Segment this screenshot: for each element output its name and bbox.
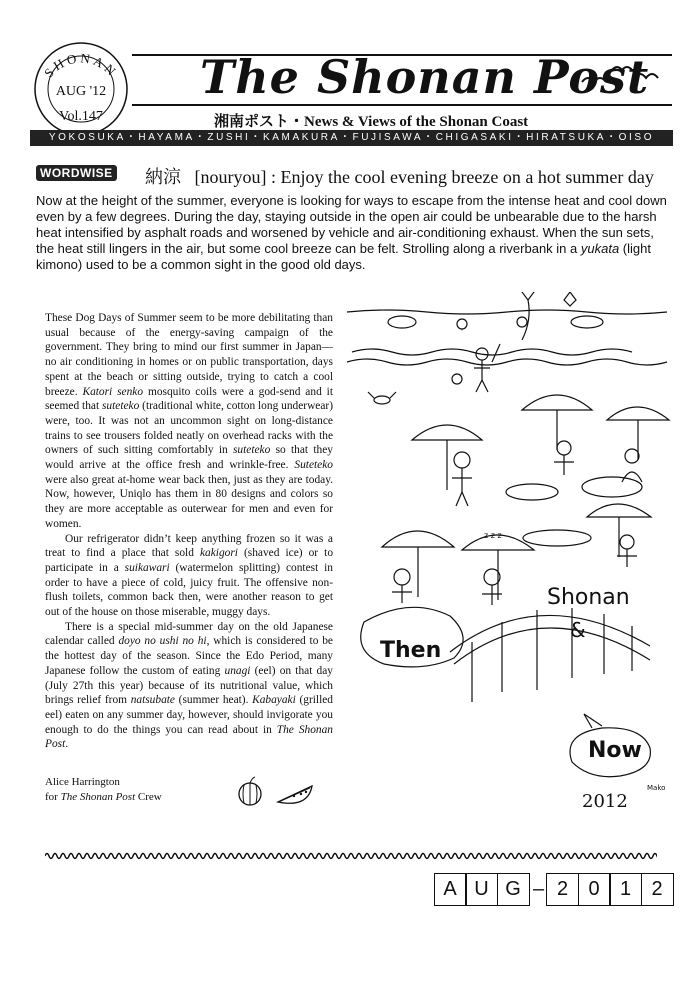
birds-icon (572, 60, 672, 100)
artist-signature: Mako (647, 784, 666, 792)
date-separator: – (532, 877, 545, 900)
svg-text:SHONAN (41, 50, 121, 80)
then-label: Then (380, 638, 442, 663)
wavy-divider (45, 850, 657, 862)
intro-paragraph: Now at the height of the summer, everyone is looking for ways to escape from the intense heat and cool down even by a few degrees. During the day, staying outside in the open air could be unbearable due to the harsh heat intensified by asphalt roads and worsened by vehicle and air-conditioning exhaust. When the sun sets, the heat still lingers in the air, but some cool breeze can be felt. Strolling along a riverbank in a yukata (light kimono) used to be a common sight in the good old days. (36, 193, 667, 272)
wordwise-term: 納涼 (145, 167, 181, 187)
stamp-volume: Vol.147 (59, 109, 103, 124)
now-label: Now (588, 738, 642, 763)
wordwise-meaning: : Enjoy the cool evening breeze on a hot summer day (270, 167, 654, 187)
article-paragraph-3: There is a special mid-summer day on the old Japanese calendar called doyo no ushi no hi, which is considered to be the hottest day of the season. Since the Edo Period, many Japanese follow the custom of eating unagi (eel) on that day (July 27th this year) because of its nutritional value, which brings relief from natsubate (summer heat). Kabayaki (grilled eel) eaten on any summer day, however, should invigorate you enough to do the things you can read about in The Shonan Post. (45, 620, 333, 751)
article-paragraph-2: Our refrigerator didn’t keep anything frozen so it was a treat to find a place that sold kakigori (shaved ice) or to participate in a suikawari (watermelon splitting) contest in order to have a piece of cold, juicy fruit. The offensive non-flush toilets, common back then, were another reason to get out of the house on those miserable, muggy days. (45, 532, 334, 619)
issue-date-box (435, 872, 674, 906)
masthead-title: The Shonan Post (200, 50, 650, 104)
date-cell: G (497, 873, 530, 906)
date-cell: 2 (641, 873, 674, 906)
date-cell: 0 (578, 873, 611, 906)
stamp-date: AUG '12 (55, 84, 107, 99)
date-cell: A (434, 873, 467, 906)
stamp-top-text: SHONAN (41, 50, 121, 81)
date-cell: 1 (609, 873, 642, 906)
cities-banner: YOKOSUKA・HAYAMA・ZUSHI・KAMAKURA・FUJISAWA・CHIGASAKI・HIRATSUKA・OISO (30, 130, 673, 146)
wordwise-line (145, 163, 654, 189)
masthead-subtitle: 湘南ポスト・News & Views of the Shonan Coast (214, 114, 529, 130)
wordwise-tag: WORDWISE (36, 165, 117, 181)
sleep-zzz: z z z (484, 531, 502, 540)
postmark-stamp (32, 40, 130, 138)
author-name: Alice Harrington (45, 776, 120, 788)
author-signature (45, 775, 162, 804)
date-cell: U (465, 873, 498, 906)
author-affiliation: for The Shonan Post Crew (45, 790, 162, 803)
watermelon-icon (234, 772, 324, 812)
wordwise-reading: [nouryou] (194, 167, 267, 187)
article-paragraph-1: These Dog Days of Summer seem to be more debilitating than usual because of the energy-saving campaign of the government. They bring to mind our first summer in Japan—no air conditioning in homes or on public transportation, days spent at the beach or sitting outside, trying to catch a cool breeze. Katori senko mosquito coils were a god-send and it seemed that suteteko (traditional white, cotton long underwear) were, too. It was not an uncommon sight on long-distance trains to see trousers folded neatly on overhead racks with the owners of such sitting comfortably in suteteko so that they would arrive at the office fresh and wrinkle-free. Suteteko were also great at-home wear back then, just as they are today. Now, however, Uniqlo has them in 80 designs and colors so they are more acceptable as outerwear for men and even for women. (45, 312, 333, 530)
date-cell: 2 (546, 873, 579, 906)
ampersand-label: & (570, 618, 586, 642)
beach-illustration (342, 292, 676, 812)
article-body (45, 311, 333, 752)
masthead-rule-bottom (132, 104, 672, 106)
shonan-label: Shonan (547, 585, 630, 610)
year-label: 2012 (582, 791, 628, 812)
